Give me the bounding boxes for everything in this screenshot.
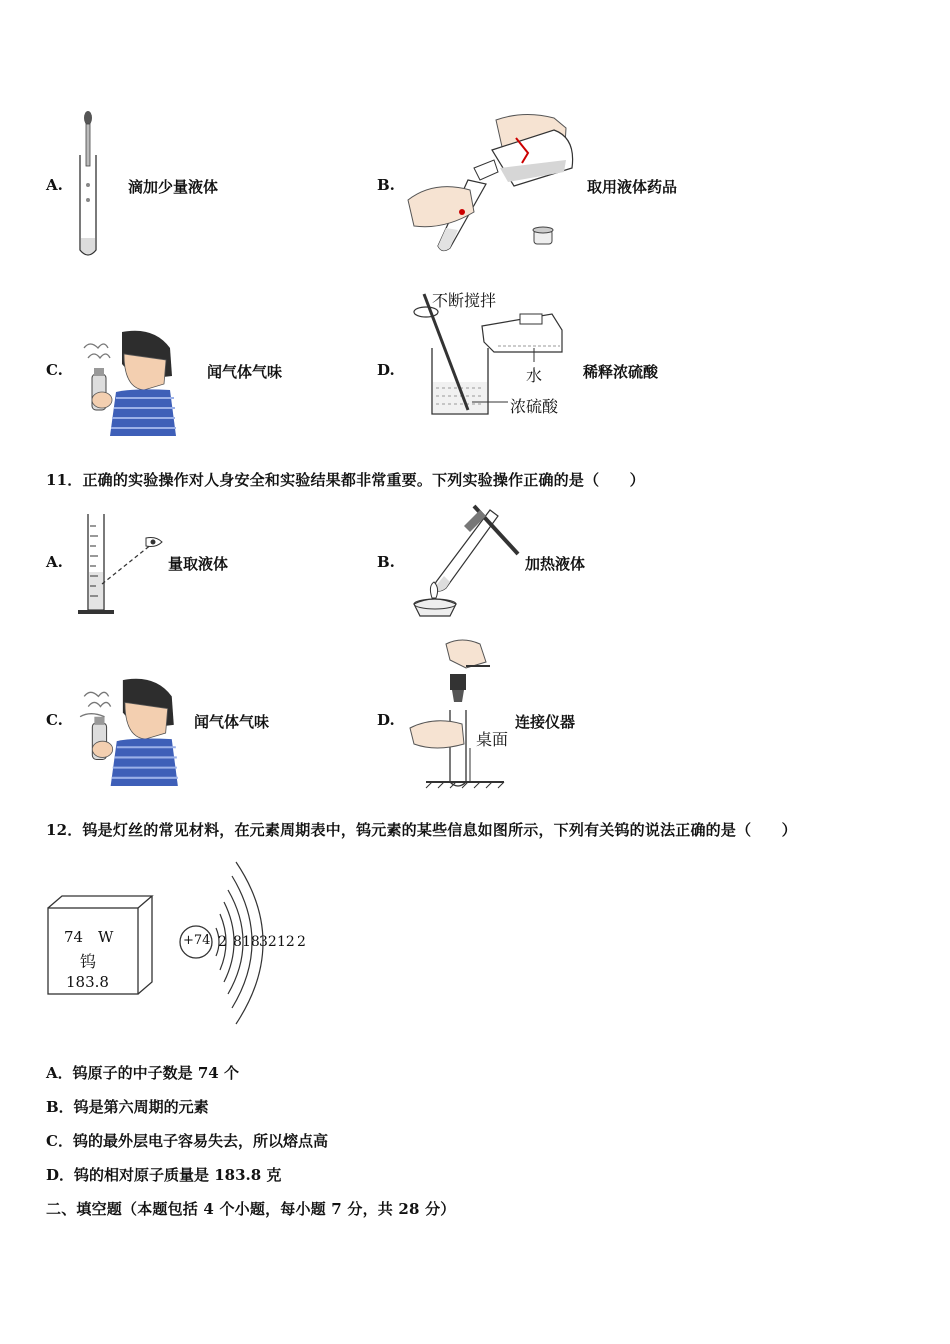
shell-1-count: 2 bbox=[218, 934, 227, 950]
water-label: 水 bbox=[526, 366, 543, 385]
option-letter: A. bbox=[46, 176, 63, 194]
question-11-stem: 11．正确的实验操作对人身安全和实验结果都非常重要。下列实验操作正确的是（ ） bbox=[46, 471, 645, 489]
option-letter: C. bbox=[46, 361, 63, 379]
option-caption: 量取液体 bbox=[168, 555, 229, 573]
desk-label: 桌面 bbox=[476, 730, 509, 749]
option-caption: 滴加少量液体 bbox=[128, 178, 219, 196]
option-caption: 加热液体 bbox=[525, 555, 586, 573]
shell-5-count: 12 bbox=[277, 934, 295, 950]
option-caption: 闻气体气味 bbox=[207, 363, 283, 381]
nucleus-charge: +74 bbox=[183, 933, 211, 948]
option-caption: 连接仪器 bbox=[515, 713, 576, 731]
element-symbol: W bbox=[98, 928, 114, 946]
q12-option-c[interactable]: C．钨的最外层电子容易失去，所以熔点高 bbox=[46, 1132, 328, 1150]
stir-label: 不断搅拌 bbox=[432, 291, 497, 310]
element-name: 钨 bbox=[80, 952, 97, 971]
q12-option-d[interactable]: D．钨的相对原子质量是 183.8 克 bbox=[46, 1166, 282, 1184]
q12-option-a[interactable]: A．钨原子的中子数是 74 个 bbox=[46, 1064, 239, 1082]
atomic-mass: 183.8 bbox=[66, 973, 109, 991]
connecting-apparatus-illustration bbox=[406, 636, 510, 788]
option-letter: A. bbox=[46, 553, 63, 571]
boy-smelling-gas-illustration bbox=[74, 676, 186, 788]
shell-4-count: 32 bbox=[259, 934, 277, 950]
pouring-liquid-illustration bbox=[404, 108, 584, 260]
option-letter: D. bbox=[377, 361, 395, 379]
option-letter: D. bbox=[377, 711, 395, 729]
graduated-cylinder-illustration bbox=[76, 512, 166, 618]
boy-smelling-gas-illustration bbox=[74, 328, 184, 438]
shell-3-count: 18 bbox=[242, 934, 260, 950]
option-letter: B. bbox=[377, 176, 395, 194]
option-caption: 稀释浓硫酸 bbox=[583, 363, 659, 381]
option-caption: 闻气体气味 bbox=[194, 713, 270, 731]
shell-6-count: 2 bbox=[297, 934, 306, 950]
option-caption: 取用液体药品 bbox=[587, 178, 678, 196]
dropper-test-tube-illustration bbox=[76, 110, 106, 262]
option-letter: C. bbox=[46, 711, 63, 729]
option-letter: B. bbox=[377, 553, 395, 571]
heating-liquid-illustration bbox=[404, 504, 522, 620]
acid-label: 浓硫酸 bbox=[510, 397, 559, 416]
q12-option-b[interactable]: B．钨是第六周期的元素 bbox=[46, 1098, 209, 1116]
section-2-heading: 二、填空题（本题包括 4 个小题，每小题 7 分，共 28 分） bbox=[46, 1200, 456, 1218]
atomic-number: 74 bbox=[64, 928, 84, 946]
shell-2-count: 8 bbox=[233, 934, 242, 950]
question-12-stem: 12．钨是灯丝的常见材料，在元素周期表中，钨元素的某些信息如图所示，下列有关钨的说法正确的是（ ） bbox=[46, 821, 797, 839]
